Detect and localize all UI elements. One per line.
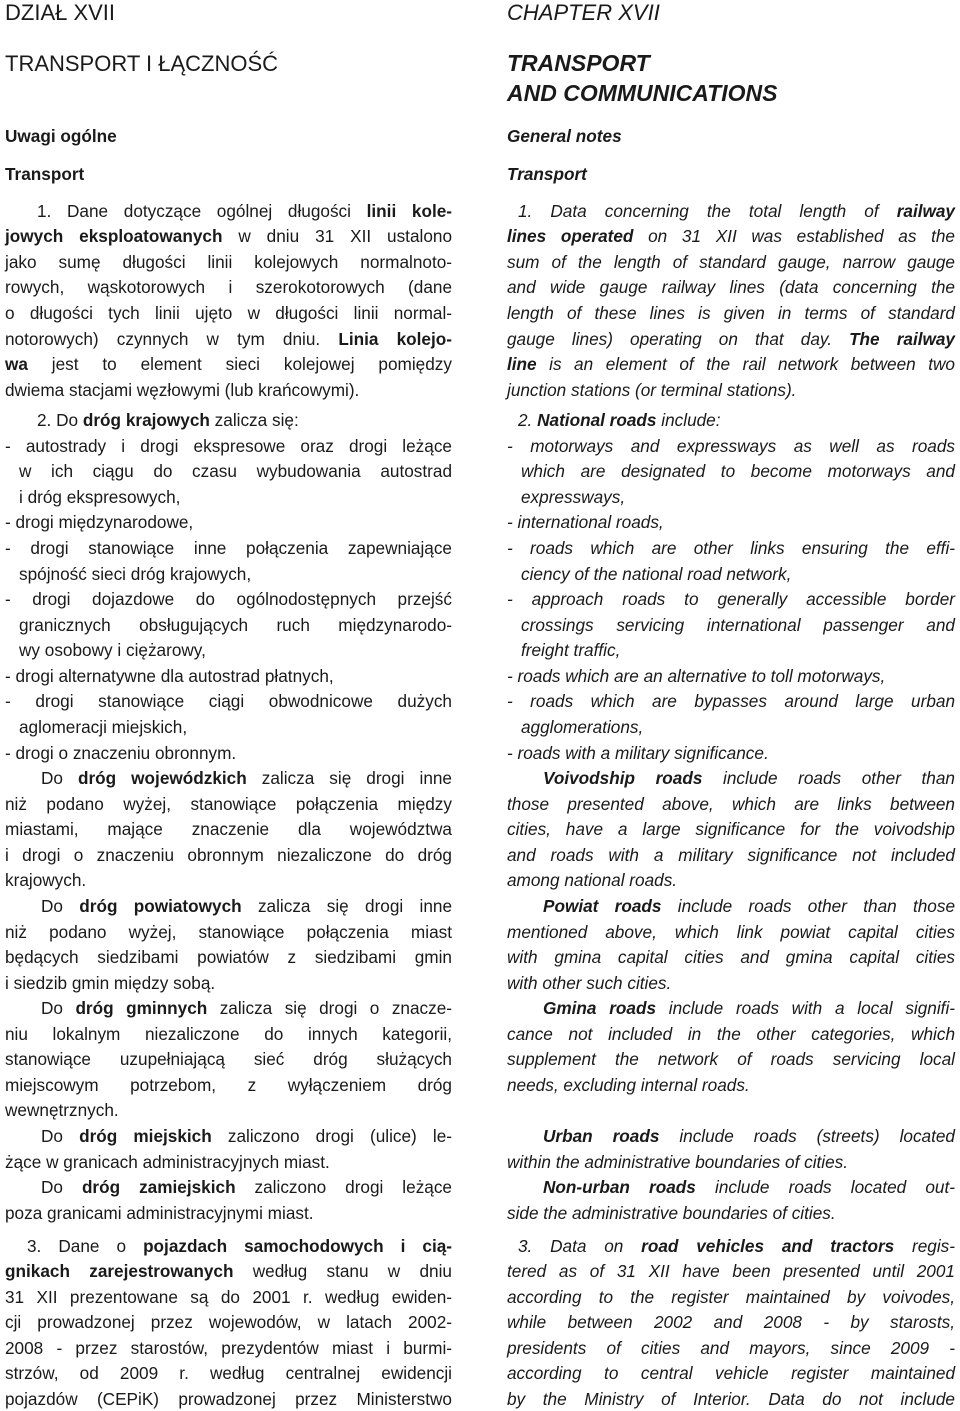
chapter-number: DZIAŁ XVII (5, 0, 116, 25)
transport-heading: Transport (5, 164, 85, 184)
chapter-title: TRANSPORT I ŁĄCZNOŚĆ (5, 51, 279, 76)
chapter-title-en-line2: AND COMMUNICATIONS (507, 80, 778, 106)
chapter-title-en-line1: TRANSPORT (507, 50, 650, 76)
document-page: DZIAŁ XVII TRANSPORT I ŁĄCZNOŚĆ Uwagi ogólne Transport 1. Dane dotyczące ogólnej długości linii kole- jowych eksploatowanych w dniu 31 XII ustalono jako sumę długości linii kolejowych normalnoto- rowych, wąskotorowych i szerokotorowych (dane o długości tych linii ujęto w długości linii normal- notorowych) czynnych w tym dniu. Linia kolejo- wa jest to element sieci kolejowej pomiędzy dwiema stacjami węzłowymi (lub krańcowymi). 2. Do dróg krajowych zalicza się: - autostrady i drogi ekspresowe oraz drogi leżące w ich ciągu do czasu wybudowania autostrad i dróg ekspresowych, - drogi międzynarodowe, - drogi stanowiące inne połączenia zapewniające spójność sieci dróg krajowych, - drogi dojazdowe do ogólnodostępnych przejść granicznych obsługujących ruch międzynarodo- wy osobowy i ciężarowy, - drogi alternatywne dla autostrad płatnych, - drogi stanowiące ciągi obwodnicowe dużych aglomeracji miejskich, - drogi o znaczeniu obronnym. Do dróg wojewódzkich zalicza się drogi inne niż podano wyżej, stanowiące połączenia między miastami, mające znaczenie dla województwa i drogi o znaczeniu obronnym niezaliczone do dróg krajowych. Do dróg powiatowych zalicza się drogi inne niż podano wyżej, stanowiące połączenia miast będących siedzibami powiatów z siedzibami gmin i siedzib gmin między sobą. Do dróg gminnych zalicza się drogi o znacze- niu lokalnym niezaliczone do innych kategorii, stanowiące uzupełniającą sieć dróg służących miejscowym potrzebom, z wyłączeniem dróg wewnętrznych. Do dróg miejskich zaliczono drogi (ulice) le- żące w granicach administracyjnych miast. Do dróg zamiejskich zaliczono drogi leżące poza granicami administracyjnymi miast. 3. Dane o pojazdach samochodowych i cią- gnikach zarejestrowanych według stanu w dniu 31 XII prezentowane są do 2001 r. według ewiden- cji prowadzonej przez wojewodów, w latach 2002- 2008 - przez starostów, prezydentów miast i burmi- strzów, od 2009 r. według centralnej ewidencji pojazdów (CEPiK) prowadzonej przez Ministerstwo CHAPTER XVII TRANSPORT AND COMMUNICATIONS General notes Transport 1. Data concerning the total length of railway lines operated on 31 XII was established as the sum of the length of standard gauge, narrow gauge and wide gauge railway lines (data concerning the length of these lines is given in terms of standard gauge lines) operating on that day. The railway line is an element of the rail network between two junction stations (or terminal stations). 2. National roads include: - motorways and expressways as well as roads which are designated to become motorways and expressways, - international roads, - roads which are other links ensuring the effi- ciency of the national road network, - approach roads to generally accessible border crossings servicing international passenger and freight traffic, - roads which are an alternative to toll motorways, - roads which are bypasses around large urban agglomerations, - roads with a military significance. Voivodship roads include roads other than those presented above, which are links between cities, have a large significance for the voivodship and roads with a military significance not included among national roads. Powiat roads include roads other than those mentioned above, which link powiat capital cities with gmina capital cities and gmina capital cities with other such cities. Gmina roads include roads with a local signifi- cance not included in the other categories, which supplement the network of roads servicing local needs, excluding internal roads. Urban roads include roads (streets) located within the administrative boundaries of cities. Non-urban roads include roads located out- side the administrative boundaries of cities. 3. Data on road vehicles and tractors regis- tered as of 31 XII have been presented until 2001 according to the register maintained by voivodes, while between 2002 and 2008 - by starosts, presidents of cities and mayors, since 2009 - according to central vehicle register maintained by the Ministry of Interior. Data do not include (5, 0, 956, 1409)
chapter-number-en: CHAPTER XVII (507, 0, 660, 25)
general-notes-heading: Uwagi ogólne (5, 126, 117, 146)
general-notes-heading-en: General notes (507, 126, 622, 146)
transport-heading-en: Transport (507, 164, 587, 184)
